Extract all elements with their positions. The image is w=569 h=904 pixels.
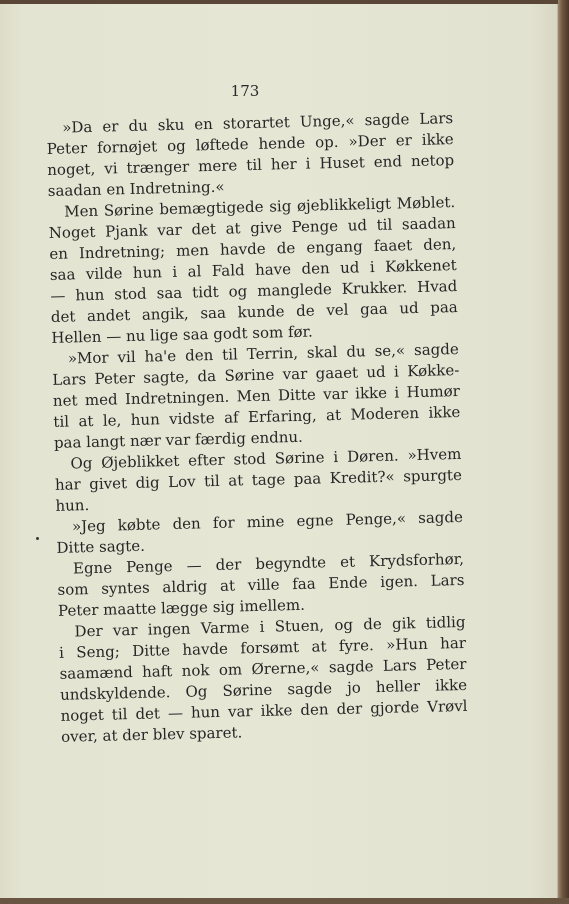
- text-line: undskyldende. Og Sørine sagde jo heller ikke: [59, 675, 468, 704]
- text-line: »Mor vil ha'e den til Terrin, skal du se,« sagde: [67, 339, 459, 368]
- text-line: til at le, hun vidste af Erfaring, at Moderen ikke: [53, 402, 461, 431]
- text-line: paa langt nær var færdig endnu.: [53, 427, 304, 452]
- text-line: har givet dig Lov til at tage paa Kredit?« spurgte: [54, 465, 463, 494]
- text-line: over, at der blev sparet.: [60, 723, 243, 746]
- page-number: 173: [230, 82, 260, 100]
- text-line: Lars Peter sagte, da Sørine var gaaet ud i Køkke-: [52, 360, 460, 389]
- text-line: Der var ingen Varme i Stuen, og de gik tidlig: [74, 612, 466, 641]
- text-line: Ditte sagte.: [56, 536, 146, 557]
- text-line: i Seng; Ditte havde forsømt at fyre. »Hun har: [58, 633, 467, 662]
- text-line: noget til det — hun var ikke den der gjorde Vrøvl: [60, 696, 468, 725]
- ink-speck: [36, 537, 39, 540]
- book-edge-bottom: [0, 898, 569, 904]
- text-line: Men Sørine bemægtigede sig øjeblikkeligt Møblet.: [64, 193, 456, 221]
- text-line: — hun stod saa tidt og manglede Krukker. Hvad: [50, 277, 458, 305]
- text-line: saamænd haft nok om Ørerne,« sagde Lars Peter: [59, 654, 467, 683]
- text-line: »Jeg købte den for mine egne Penge,« sagde: [71, 507, 464, 536]
- text-line: som syntes aldrig at ville faa Ende igen. Lars: [57, 570, 465, 599]
- text-line: Egne Penge — der begyndte et Krydsforhør,: [72, 549, 465, 578]
- text-line: Og Øjeblikket efter stod Sørine i Døren. »Hvem: [70, 444, 462, 473]
- text-line: saa vilde hun i al Fald have den ud i Køkkenet: [49, 256, 457, 284]
- text-line: Peter fornøjet og løftede hende op. »Der er ikke: [46, 130, 454, 158]
- text-line: en Indretning; men havde de engang faaet den,: [49, 235, 457, 263]
- text-line: »Da er du sku en storartet Unge,« sagde Lars: [62, 109, 454, 137]
- text-line: Hellen — nu lige saa godt som før.: [51, 322, 314, 347]
- text-line: det andet angik, saa kunde de vel gaa ud paa: [50, 297, 458, 326]
- book-page: [0, 4, 558, 898]
- text-line: hun.: [55, 496, 90, 515]
- text-line: saadan en Indretning.«: [47, 177, 225, 200]
- text-line: Peter maatte lægge sig imellem.: [57, 595, 306, 620]
- body-text: [46, 108, 468, 748]
- text-line: noget, vi trænger mere til her i Huset end netop: [47, 151, 455, 179]
- text-line: net med Indretningen. Men Ditte var ikke i Humør: [52, 381, 461, 410]
- text-line: Noget Pjank var det at give Penge ud til saadan: [48, 214, 456, 242]
- book-edge-right: [558, 0, 569, 904]
